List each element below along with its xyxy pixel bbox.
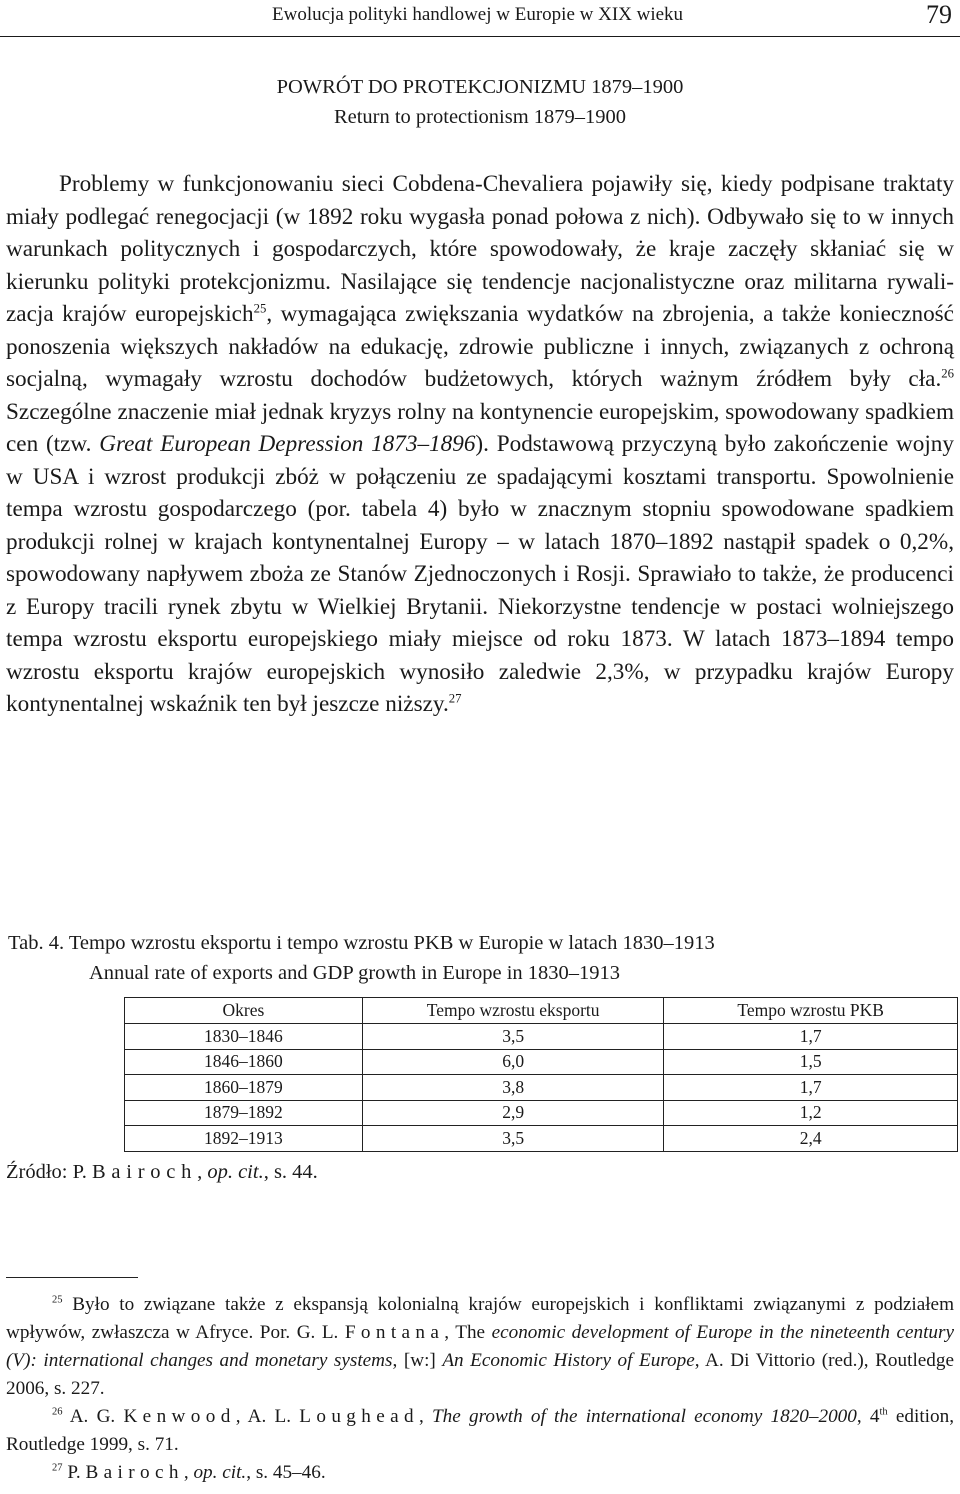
table-cell: 2,4 — [664, 1126, 958, 1152]
footnote-author: Loughead — [299, 1406, 419, 1427]
source-text: Źródło: P. — [6, 1161, 92, 1183]
table-cell: 1,7 — [664, 1075, 958, 1101]
page-number: 79 — [926, 0, 952, 29]
table-cell: 1860–1879 — [125, 1075, 363, 1101]
source-text: , s. 44. — [263, 1161, 318, 1183]
table-cell: 1879–1892 — [125, 1100, 363, 1126]
paragraph-text: Problemy w funkcjonowaniu sieci Cobdena-Chevaliera pojawiły się, kiedy podpisane traktaty miały podlegać renegocjacji (w 1892 roku wygasła ponad połowa z nich). Odbywało się to w innych warunkach politycznych i gospodarczych, które spowodowały, że kraje zaczęły skłaniać się w kierunku polityki protekcjonizmu. Nasilające się tendencje nacjonalistyczne oraz militarna rywalizacja krajów europejskich — [6, 171, 954, 327]
footnote-text: P. — [62, 1462, 86, 1483]
table-header-row — [125, 998, 958, 1024]
table-cell: 6,0 — [362, 1049, 664, 1075]
table-row — [125, 1100, 958, 1126]
table-cell: 1846–1860 — [125, 1049, 363, 1075]
table-caption-en: Annual rate of exports and GDP growth in Europe in 1830–1913 — [89, 962, 621, 984]
paragraph-text: ). Podstawową przyczyną było zakończenie wojny w USA i wzrost produkcji zbóż w połączeniu ze spadającymi kosztami transportu. Spowolnienie tempa wzrostu gospodarczego (por. tabela 4) było w znacznym stopniu spowodowane spadkiem produkcji rolnej w krajach kontynentalnej Europy – w latach 1870–1892 nastąpił spadek o 0,2%, spowodowany napływem zboża ze Stanów Zjednoczonych i Rosji. Sprawiało to także, że producenci z Europy tracili rynek zbytu w Wielkiej Brytanii. Niekorzystne tendencje w postaci wolniejszego tempa wzrostu eksportu europejskiego miały miejsce od roku 1873. W latach 1873–1894 tempo wzrostu eksportu krajów europejskich wynosiło zaledwie 2,3%, w przypadku krajów Europy kontynentalnej wskaźnik ten był jeszcze niższy. — [6, 431, 954, 717]
footnote-text: Było to związane także z ekspansją kolonialną krajów europejskich i konfliktami związanymi z podziałem wpływów, zwłaszcza w Afryce. Por. G. L. — [6, 1294, 954, 1343]
footnote-25 — [6, 1291, 954, 1403]
table-cell: 1,7 — [664, 1024, 958, 1050]
table-cell: 2,9 — [362, 1100, 664, 1126]
footnote-italic: economic development of Europe in the nineteenth century (V): international changes and monetary systems — [6, 1322, 954, 1371]
table-cell: 1892–1913 — [125, 1126, 363, 1152]
paragraph-text: , wymagająca zwiększania wydatków na zbrojenia, a także konieczność ponoszenia większych nakładów na edukację, zdrowie publiczne i innych, związanych z ochroną socjalną, wymagały wzrostu dochodów budżetowych, których ważnym źródłem były cła. — [6, 301, 954, 392]
footnote-text: , The — [444, 1322, 492, 1343]
table-cell: 3,5 — [362, 1024, 664, 1050]
footnote-italic: The growth of the international economy 1820–2000 — [432, 1406, 857, 1427]
footnotes — [6, 1291, 954, 1487]
table-row — [125, 1024, 958, 1050]
header-rule — [0, 36, 960, 37]
table-caption — [8, 928, 715, 988]
footnote-ref-27[interactable]: 27 — [448, 691, 462, 706]
footnote-text: edition, Routledge 1999, s. 71. — [6, 1406, 954, 1455]
footnote-text: , 4 — [856, 1406, 880, 1427]
source-text: , — [197, 1161, 208, 1183]
table-cell: 1830–1846 — [125, 1024, 363, 1050]
footnote-author: Fontana — [344, 1322, 445, 1343]
footnote-text: , — [419, 1406, 433, 1427]
footnote-author: Kenwood — [123, 1406, 236, 1427]
footnote-text: , A. L. — [235, 1406, 300, 1427]
footnote-ref-26[interactable]: 26 — [941, 366, 954, 381]
footnote-italic: An Economic History of Europe — [442, 1350, 695, 1371]
table-source — [6, 1161, 318, 1184]
paragraph-italic-term: Great European Depression 1873–1896 — [99, 431, 476, 457]
table-row — [125, 1075, 958, 1101]
table-cell: 3,5 — [362, 1126, 664, 1152]
table-cell: 3,8 — [362, 1075, 664, 1101]
footnote-author: Bairoch — [85, 1462, 184, 1483]
table-cell: 1,2 — [664, 1100, 958, 1126]
source-italic: op. cit. — [207, 1161, 264, 1183]
footnote-27 — [6, 1459, 954, 1487]
footnote-rule — [6, 1277, 138, 1278]
body-paragraph — [6, 168, 954, 721]
section-title-en: Return to protectionism 1879–1900 — [333, 106, 627, 128]
footnote-text: , — [183, 1462, 194, 1483]
footnote-italic: op. cit. — [193, 1462, 247, 1483]
column-header-gdp: Tempo wzrostu PKB — [664, 998, 958, 1024]
footnote-number: 26 — [52, 1406, 63, 1418]
table-caption-pl: Tab. 4. Tempo wzrostu eksportu i tempo wzrostu PKB w Europie w latach 1830–1913 — [8, 932, 715, 954]
paragraph-text: Szczególne znaczenie miał jednak kryzys rolny na kontynencie europejskim, spowodowany spadkiem cen (tzw. — [6, 398, 954, 457]
column-header-export: Tempo wzrostu eksportu — [362, 998, 664, 1024]
source-author: Bairoch — [92, 1161, 198, 1183]
footnote-text: , s. 45–46. — [246, 1462, 326, 1483]
column-header-period: Okres — [125, 998, 363, 1024]
footnote-text: , [w:] — [392, 1350, 443, 1371]
footnote-26 — [6, 1403, 954, 1459]
running-header — [0, 0, 960, 36]
running-title: Ewolucja polityki handlowej w Europie w XIX wieku — [272, 4, 684, 25]
data-table — [124, 997, 958, 1152]
table-row — [125, 1126, 958, 1152]
section-title-pl: POWRÓT DO PROTEKCJONIZMU 1879–1900 — [276, 76, 684, 98]
footnote-ref-25[interactable]: 25 — [253, 301, 267, 316]
table-row — [125, 1049, 958, 1075]
footnote-text: , A. Di Vittorio (red.), Routledge 2006, s. 227. — [6, 1350, 955, 1399]
footnote-number: 25 — [52, 1294, 63, 1306]
footnote-text: A. G. — [62, 1406, 124, 1427]
table-cell: 1,5 — [664, 1049, 958, 1075]
footnote-ordinal: th — [879, 1406, 888, 1418]
footnote-number: 27 — [52, 1462, 63, 1474]
